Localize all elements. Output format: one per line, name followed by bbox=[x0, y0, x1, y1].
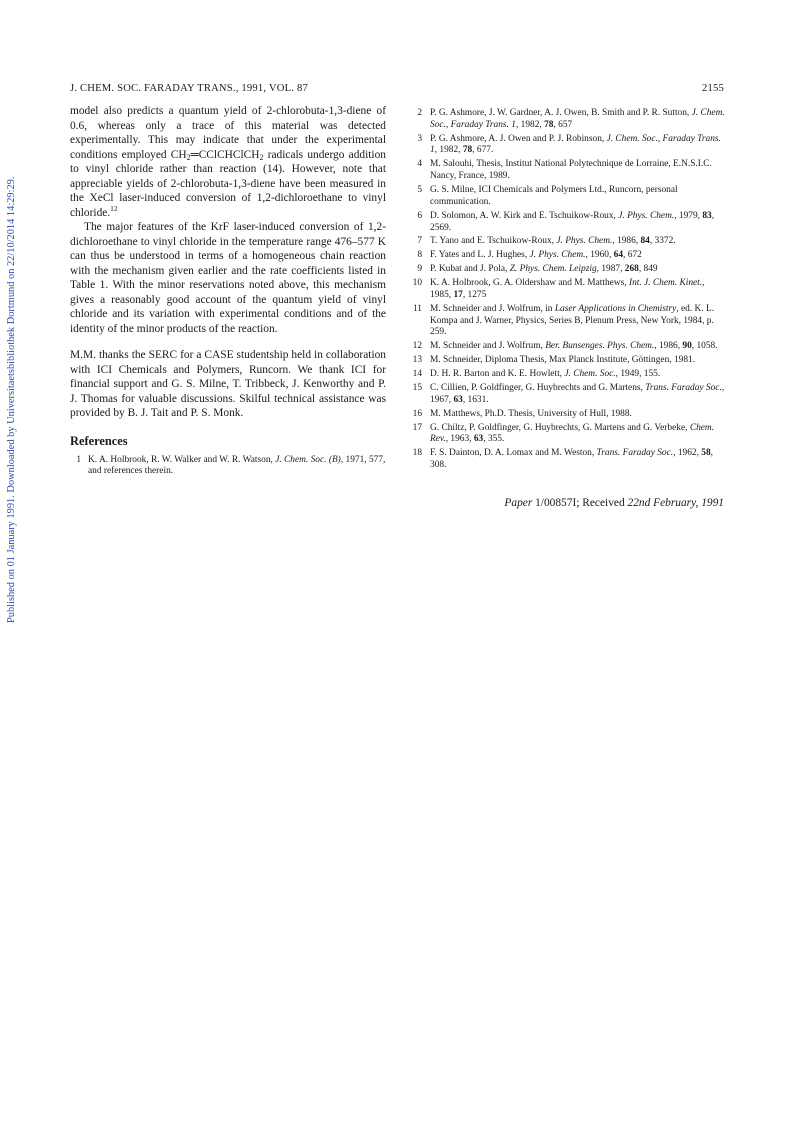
reference-text: K. A. Holbrook, G. A. Oldershaw and M. Matthews, Int. J. Chem. Kinet., 1985, 17, 1275 bbox=[430, 278, 705, 300]
reference-item bbox=[408, 264, 726, 276]
reference-number: 7 bbox=[417, 236, 422, 247]
reference-item bbox=[408, 383, 726, 407]
reference-number: 2 bbox=[417, 108, 422, 118]
reference-text: M. Salouhi, Thesis, Institut National Polytechnique de Lorraine, E.N.S.I.C. Nancy, France, 1989. bbox=[430, 159, 712, 182]
reference-number: 1 bbox=[76, 454, 81, 465]
page-number: 2155 bbox=[702, 83, 724, 94]
reference-text: C. Cillien, P. Goldfinger, G. Huybrechts and G. Martens, Trans. Faraday Soc., 1967, 63, 1631. bbox=[430, 382, 725, 405]
reference-text: K. A. Holbrook, R. W. Walker and W. R. Watson, J. Chem. Soc. (B), 1971, 577, and references therein. bbox=[88, 454, 386, 477]
reference-number: 18 bbox=[412, 448, 422, 459]
reference-number: 4 bbox=[417, 159, 422, 170]
reference-number: 13 bbox=[412, 355, 422, 366]
left-column bbox=[70, 104, 386, 478]
reference-item bbox=[408, 409, 726, 421]
reference-text: P. G. Ashmore, A. J. Owen and P. J. Robinson, J. Chem. Soc., Faraday Trans. 1, 1982, 78, 677. bbox=[430, 133, 721, 156]
reference-text: D. H. R. Barton and K. E. Howlett, J. Chem. Soc., 1949, 155. bbox=[430, 369, 661, 380]
reference-item bbox=[408, 341, 726, 353]
reference-text: M. Schneider and J. Wolfrum, Ber. Bunsenges. Phys. Chem., 1986, 90, 1058. bbox=[430, 341, 718, 352]
reference-number: 17 bbox=[412, 422, 422, 433]
reference-item bbox=[408, 185, 726, 209]
reference-item bbox=[408, 304, 726, 339]
reference-text: M. Schneider and J. Wolfrum, in Laser Applications in Chemistry, ed. K. L. Kompa and J. Warner, Physics, Series B, Plenum Press, New York, 1984, p. 259. bbox=[430, 303, 715, 338]
reference-number: 14 bbox=[412, 369, 422, 380]
body-paragraph-2: The major features of the KrF laser-induced conversion of 1,2-dichloroethane to vinyl chloride in the temperature range 476–577 K can thus be understood in terms of a homogeneous chain reaction with the mechanism given earlier and the rate coefficients listed in Table 1. With the minor reservations noted above, this mechanism gives a reasonably good account of the quantum yield of vinyl chloride and its variation with experimental conditions and of the identity of the minor products of the reaction. bbox=[70, 221, 386, 335]
reference-number: 8 bbox=[417, 250, 422, 261]
reference-item bbox=[408, 250, 726, 262]
reference-text: T. Yano and E. Tschuikow-Roux, J. Phys. Chem., 1986, 84, 3372. bbox=[430, 236, 676, 247]
reference-text: P. G. Ashmore, J. W. Gardner, A. J. Owen, B. Smith and P. R. Sutton, J. Chem. Soc., Faraday Trans. 1, 1982, 78, 657 bbox=[430, 108, 725, 130]
reference-item bbox=[408, 236, 726, 248]
reference-number: 11 bbox=[412, 303, 422, 314]
reference-number: 3 bbox=[417, 133, 422, 144]
reference-item bbox=[70, 455, 386, 479]
references-list-right bbox=[408, 108, 726, 472]
reference-text: M. Matthews, Ph.D. Thesis, University of Hull, 1988. bbox=[430, 408, 632, 419]
reference-item bbox=[408, 355, 726, 367]
reference-item bbox=[408, 423, 726, 447]
reference-text: G. S. Milne, ICI Chemicals and Polymers Ltd., Runcorn, personal communication. bbox=[430, 185, 678, 207]
reference-item bbox=[408, 278, 726, 302]
reference-text: M. Schneider, Diploma Thesis, Max Planck Institute, Göttingen, 1981. bbox=[430, 355, 696, 366]
reference-item bbox=[408, 108, 726, 132]
right-column bbox=[408, 108, 726, 474]
reference-item bbox=[408, 159, 726, 183]
reference-text: D. Solomon, A. W. Kirk and E. Tschuikow-Roux, J. Phys. Chem., 1979, 83, 2569. bbox=[430, 210, 715, 233]
reference-item bbox=[408, 211, 726, 235]
reference-text: F. S. Dainton, D. A. Lomax and M. Weston, Trans. Faraday Soc., 1962, 58, 308. bbox=[430, 448, 713, 471]
references-list-left bbox=[70, 455, 386, 479]
reference-item bbox=[408, 448, 726, 472]
reference-text: P. Kubat and J. Pola, Z. Phys. Chem. Leipzig, 1987, 268, 849 bbox=[430, 264, 658, 275]
reference-number: 12 bbox=[412, 341, 422, 352]
acknowledgement: M.M. thanks the SERC for a CASE studentship held in collaboration with ICI Chemicals and Polymers, Runcorn. We thank ICI for financial support and G. S. Milne, T. Tribbeck, J. Kenworthy and P. J. Thomas for valuable discussions. Skilful technical assistance was provided by B. J. Tait and P. S. Monk. bbox=[70, 349, 386, 419]
received-date: 22nd February, 1991 bbox=[627, 497, 724, 509]
reference-number: 6 bbox=[417, 210, 422, 221]
reference-text: F. Yates and L. J. Hughes, J. Phys. Chem., 1960, 64, 672 bbox=[430, 250, 642, 261]
body-paragraph-1: model also predicts a quantum yield of 2-chlorobuta-1,3-diene of 0.6, whereas only a trace of this material was detected experimentally. This may indicate that under the experimental conditions employed $CH_2═CClCHClCH_2$ radicals undergo addition to vinyl chloride rather than reaction (14). However, note that appreciable yields of 2-chlorobuta-1,3-diene have been measured in the XeCl laser-induced conversion of 1,2-dichloroethane to vinyl chloride.$^{12}$ bbox=[70, 105, 386, 219]
reference-number: 10 bbox=[412, 278, 422, 289]
paper-received-line: Paper 1/00857I; Received 22nd February, 1991 bbox=[504, 497, 724, 509]
download-watermark bbox=[6, 120, 18, 680]
reference-item bbox=[408, 369, 726, 381]
reference-number: 16 bbox=[412, 408, 422, 419]
reference-item bbox=[408, 134, 726, 158]
reference-number: 15 bbox=[412, 382, 422, 393]
reference-number: 5 bbox=[417, 185, 422, 196]
download-watermark-text: Published on 01 January 1991. Downloaded by Universitaetsbibliothek Dortmund on 22/10/2014 14:29:29. bbox=[6, 176, 17, 624]
references-heading: References bbox=[70, 433, 128, 448]
reference-number: 9 bbox=[417, 264, 422, 275]
reference-text: G. Chiltz, P. Goldfinger, G. Huybrechts, G. Martens and G. Verbeke, Chem. Rev., 1963, 63, 355. bbox=[430, 422, 715, 445]
journal-header: J. CHEM. SOC. FARADAY TRANS., 1991, VOL. 87 bbox=[70, 83, 308, 94]
paper-id: 1/00857I bbox=[535, 497, 577, 509]
